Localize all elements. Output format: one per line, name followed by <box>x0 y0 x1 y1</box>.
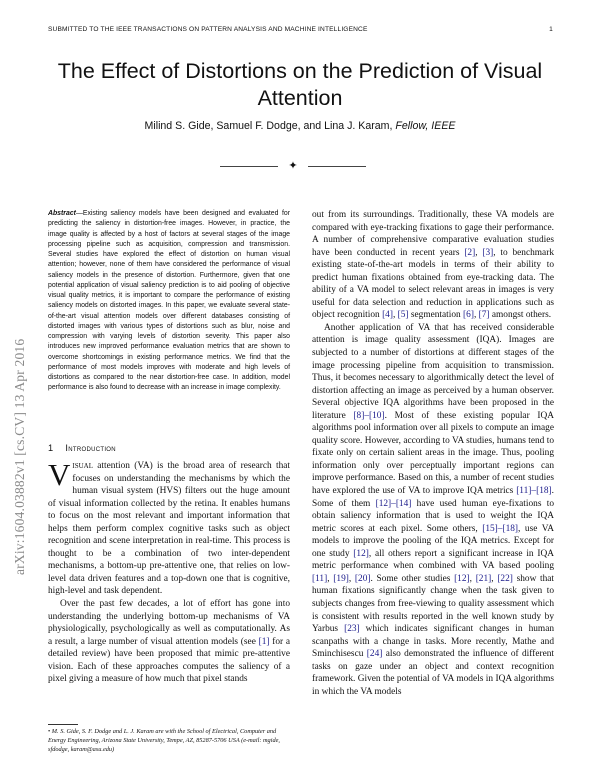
divider-left <box>220 166 278 167</box>
intro-paragraph-3 <box>312 322 554 698</box>
citation-link[interactable]: [1] <box>258 636 270 647</box>
intro-paragraph-2 <box>48 598 290 686</box>
citation-link[interactable]: [11] <box>312 573 328 584</box>
paragraph-text: , <box>327 573 334 584</box>
paragraph-text: out from its surroundings. Traditionally, these VA models are compared with eye-tracking fixations to gage their performance. A number of comprehensive comparative evaluation studies have been conducted in recent years <box>312 210 554 258</box>
footnote-text: M. S. Gide, S. F. Dodge and L. J. Karam are with the School of Electrical, Computer and Energy Engineering, Arizona State University, Tempe, AZ, 85287-5706 USA (e-mail: mgide, sfdodge, karam@asu.edu) <box>48 728 280 753</box>
citation-link[interactable]: [4] <box>382 310 393 321</box>
section-title: Introduction <box>65 443 116 453</box>
abstract <box>48 209 290 394</box>
paragraph-text: , <box>473 310 479 321</box>
paragraph-text: , all others report a significant increase in IQA metric performance when combined with VA based pooling <box>312 548 554 572</box>
author-names: Milind S. Gide, Samuel F. Dodge, and Lina J. Karam, <box>144 120 393 132</box>
citation-link[interactable]: [12] <box>454 573 470 584</box>
paragraph-text: , <box>491 573 498 584</box>
footnote-rule <box>48 724 78 725</box>
paragraph-text: attention (VA) is the broad area of research that focuses on understanding the mechanisms by which the human visual system (HVS) filters out the huge amount of visual information collected by the retina. It enables humans to focus on the most relevant and important information that helps them perform complex cognitive tasks such as object recognition and scene interpretation in real-time. This process is thought to be a combination of two inter-dependent mechanisms, a bottom-up pre-attentive one, that relies on low-level data driven features and a top-down one that is cognitive, high-level and task dependent. <box>48 461 290 597</box>
citation-link[interactable]: [5] <box>397 310 409 321</box>
abstract-label: Abstract <box>48 210 76 217</box>
paragraph-text: have used human eye-fixations to obtain saliency information that is used to weight the IQA metric scores at each pixel. Some others, <box>312 498 554 534</box>
citation-link[interactable]: [24] <box>366 649 383 660</box>
divider-right <box>308 166 366 167</box>
left-column-body <box>48 457 290 686</box>
paragraph-text: . Some of them <box>312 486 554 509</box>
citation-link[interactable]: [20] <box>354 573 371 584</box>
footnote-bullet: • <box>48 728 51 735</box>
citation-link[interactable]: [23] <box>344 624 360 635</box>
running-header <box>48 26 553 38</box>
paragraph-text: show that human fixations significantly change when the task given to subjects changes from free-viewing to quality assessment which is consistent with results reported in the well known study by Yarbus <box>312 573 555 635</box>
right-column-body <box>312 209 554 698</box>
paragraph-text: for a detailed review) have been proposed that mimic pre-attentive vision. Each of these approaches computes the saliency of a pixel giving a measure of how much that pixel stands <box>48 636 290 685</box>
citation-link[interactable]: [2] <box>464 247 476 258</box>
intro-paragraph-1 <box>48 457 290 598</box>
paragraph-text: Over the past few decades, a lot of effort has gone into understanding the underlying bottom-up mechanisms of VA physiologically, psychologically as well as computationally. As a result, a large number of visual attention models (see <box>48 599 290 647</box>
paragraph-text: . Most of these existing popular IQA algorithms pool information over all pixels to compute an image quality score. However, according to VA studies, humans tend to fixate only on certain salient areas in the image. Thus, pooling information only over perceptually important regions can improve performance. Based on this, a number of recent studies have explored the use of VA to improve IQA metrics <box>312 410 554 497</box>
footnote <box>48 728 290 754</box>
citation-link[interactable]: [7] <box>478 310 490 321</box>
paragraph-text: , to benchmark existing state-of-the-art models in terms of their ability to predict human fixations obtained from eye-tracking data. The ability of a VA model to select relevant areas in images is very useful for data selection and reduction in applications such as object recognition <box>312 247 554 321</box>
paragraph-text: amongst others. <box>489 310 552 321</box>
citation-link[interactable]: [11]–[18] <box>516 486 552 497</box>
author-line <box>40 120 560 132</box>
separator-diamond-icon: ✦ <box>288 160 298 172</box>
citation-link[interactable]: [3] <box>482 247 494 258</box>
paragraph-text: , <box>475 247 483 258</box>
citation-link[interactable]: [22] <box>497 573 513 584</box>
intro-paragraph-2-continued <box>312 209 554 322</box>
section-heading <box>48 443 290 453</box>
paragraph-text: , use VA models to improve the pooling of the IQA metrics. Except for one study <box>312 523 554 559</box>
drop-cap: V <box>48 457 71 492</box>
citation-link[interactable]: [12]–[14] <box>375 498 412 509</box>
paragraph-text: , <box>348 573 355 584</box>
citation-link[interactable]: [6] <box>463 310 474 321</box>
paragraph-text: , <box>392 310 398 321</box>
section-number: 1 <box>48 443 54 453</box>
running-title: SUBMITTED TO THE IEEE TRANSACTIONS ON PATTERN ANALYSIS AND MACHINE INTELLIGENCE <box>48 26 368 33</box>
page-number: 1 <box>549 26 553 33</box>
citation-link[interactable]: [19] <box>333 573 349 584</box>
citation-link[interactable]: [12] <box>353 548 369 559</box>
citation-link[interactable]: [15]–[18] <box>482 523 519 534</box>
paragraph-text: which indicates significant changes in human scanpaths with a change in tasks. More recently, Mathe and Sminchisescu <box>312 624 555 660</box>
paragraph-text: Another application of VA that has received considerable attention is image quality assessment (IQA). Images are subjected to a number of distortions at different stages of the image processing pipeline from acquisition to transmission. Thus, it becomes necessary to algorithmically detect the level of distortion affecting an image as perceived by a human observer. Several objective IQA algorithms have been proposed in the literature <box>312 322 554 421</box>
author-suffix: Fellow, IEEE <box>395 120 456 132</box>
citation-link[interactable]: [8]–[10] <box>353 410 385 421</box>
paper-title: The Effect of Distortions on the Prediction of Visual Attention <box>57 59 543 110</box>
arxiv-stamp: arXiv:1604.03882v1 [cs.CV] 13 Apr 2016 <box>12 338 27 575</box>
paragraph-text: , <box>469 573 476 584</box>
citation-link[interactable]: [21] <box>475 573 492 584</box>
paragraph-text: also demonstrated the influence of different tasks on gaze under an object and context recognition framework. Given the potential of VA models in IQA algorithms in which the VA models <box>312 649 554 697</box>
lead-smallcaps: isual <box>72 461 94 471</box>
paragraph-text: segmentation <box>408 310 464 321</box>
paragraph-text: . Some other studies <box>370 573 455 584</box>
abstract-text: —Existing saliency models have been designed and evaluated for predicting the saliency in distortion-free images. However, in practice, the image quality is affected by a host of factors at several stages of the image processing pipeline such as acquisition, compression and transmission. Several studies have explored the effect of distortion on human visual attention; however, none of them have considered the performance of visual saliency models in the presence of distortion. Furthermore, given that one potential application of visual saliency prediction is to aid pooling of objective visual quality metrics, it is important to compare the performance of existing saliency models on distorted images. In this paper, we evaluate several state-of-the-art visual attention models over different databases consisting of distorted images with various types of distortions such as blur, noise and compression with varying levels of distortion severity. This paper also introduces new improved performance evaluation metrics that are shown to overcome shortcomings in existing performance metrics. We find that the performance of most models improves with moderate and high levels of distortions as compared to the near distortion-free case. In addition, model performance is also found to decrease with an increase in image complexity. <box>48 210 290 392</box>
